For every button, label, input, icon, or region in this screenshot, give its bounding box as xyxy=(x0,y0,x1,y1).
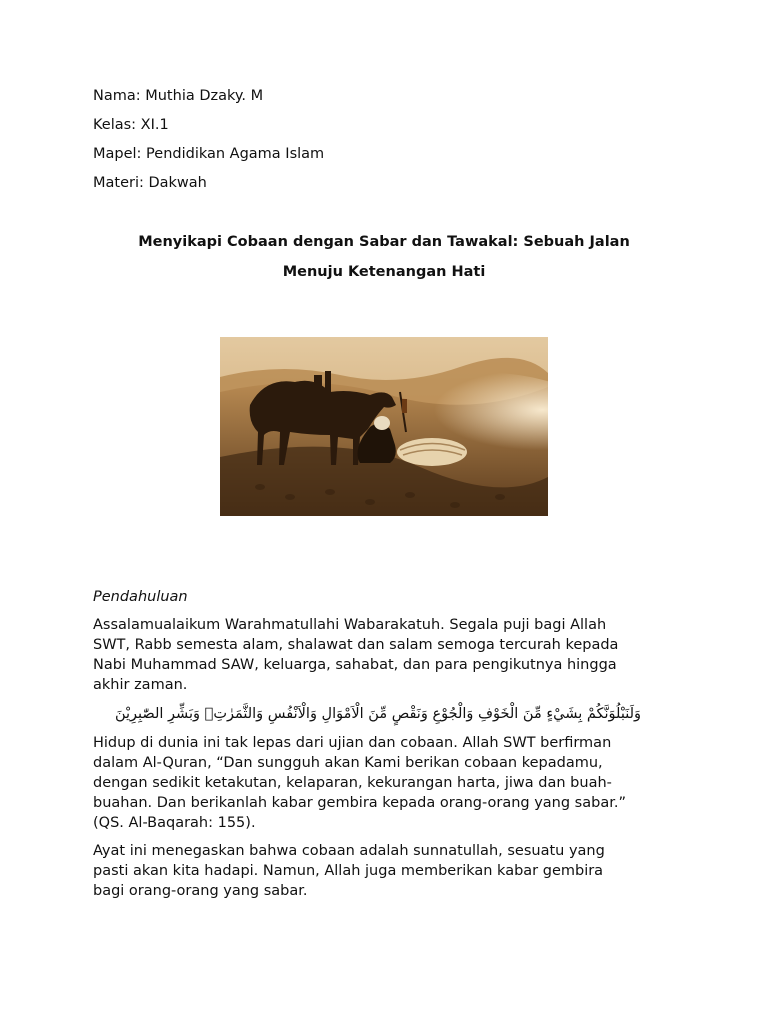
document-title-line-1: Menyikapi Cobaan dengan Sabar dan Tawakal: Sebuah Jalan xyxy=(138,234,630,250)
document-title-line-2: Menuju Ketenangan Hati xyxy=(282,264,486,280)
paragraph-explanation xyxy=(93,841,673,901)
student-class: Kelas: XI.1 xyxy=(93,117,169,133)
subject: Mapel: Pendidikan Agama Islam xyxy=(93,146,325,162)
section-heading-pendahuluan: Pendahuluan xyxy=(93,589,188,605)
desert-camel-image xyxy=(220,337,548,516)
paragraph-line: Ayat ini menegaskan bahwa cobaan adalah sunnatullah, sesuatu yang xyxy=(93,843,605,859)
paragraph-line: akhir zaman. xyxy=(93,677,188,693)
paragraph-line: bagi orang-orang yang sabar. xyxy=(93,883,308,899)
topic: Materi: Dakwah xyxy=(93,175,207,191)
paragraph-line: buahan. Dan berikanlah kabar gembira kepada orang-orang yang sabar.” xyxy=(93,795,626,811)
paragraph-line: Hidup di dunia ini tak lepas dari ujian dan cobaan. Allah SWT berfirman xyxy=(93,735,612,751)
paragraph-line: dalam Al-Quran, “Dan sungguh akan Kami berikan cobaan kepadamu, xyxy=(93,755,603,771)
paragraph-quran-quote xyxy=(93,733,673,833)
paragraph-line: pasti akan kita hadapi. Namun, Allah juga memberikan kabar gembira xyxy=(93,863,604,879)
paragraph-line: SWT, Rabb semesta alam, shalawat dan salam semoga tercurah kepada xyxy=(93,637,619,653)
paragraph-greeting xyxy=(93,615,673,695)
paragraph-line: Nabi Muhammad SAW, keluarga, sahabat, dan para pengikutnya hingga xyxy=(93,657,617,673)
student-name: Nama: Muthia Dzaky. M xyxy=(93,88,264,104)
paragraph-line: dengan sedikit ketakutan, kelaparan, kekurangan harta, jiwa dan buah- xyxy=(93,775,612,791)
paragraph-line: (QS. Al-Baqarah: 155). xyxy=(93,815,256,831)
arabic-verse: وَلَنَبْلُوَنَّكُمْ بِشَيْءٍ مِّنَ الْخَوْفِ وَالْجُوْعِ وَنَقْصٍ مِّنَ الْاَمْوَالِ وَالْاَنْفُسِ وَالثَّمَرٰتِۗ وَبَشِّرِ الصّٰبِرِيْنَ xyxy=(114,706,641,722)
paragraph-line: Assalamualaikum Warahmatullahi Wabarakatuh. Segala puji bagi Allah xyxy=(93,617,607,633)
